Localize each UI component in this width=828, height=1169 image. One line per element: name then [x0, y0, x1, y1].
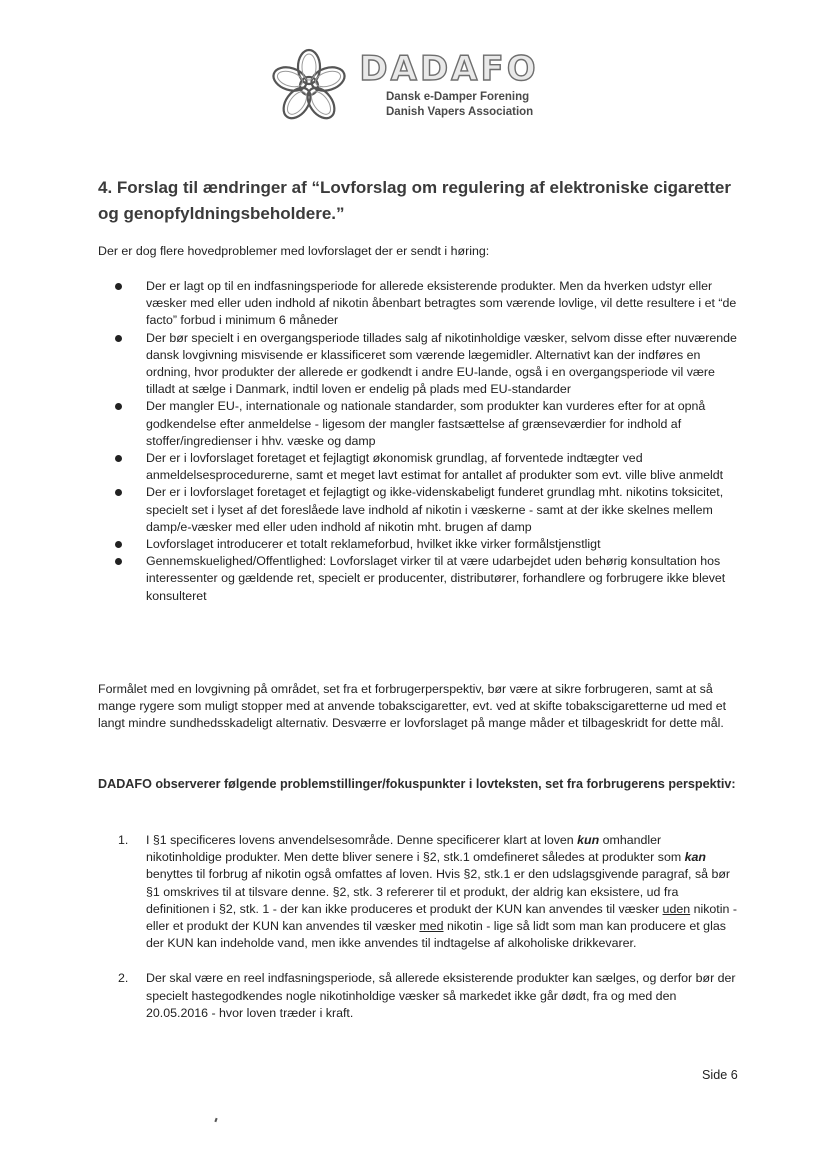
logo-subtitle-danish: Dansk e-Damper Forening	[386, 91, 530, 103]
bullet-icon	[115, 283, 122, 290]
list-number: 1.	[118, 833, 129, 847]
list-item	[98, 450, 738, 484]
list-item-text: Der er lagt op til en indfasningsperiode for allerede eksisterende produkter. Men da hverken udstyr eller væsker med eller uden indhold af nikotin åbenbart betragtes som værende lovlige, vil dette resultere i et “de facto” forbud i minimum 6 måneder	[146, 279, 737, 328]
underline-med: med	[419, 919, 444, 934]
bullet-icon	[115, 455, 122, 462]
logo-subtitle-english: Danish Vapers Association	[386, 106, 534, 118]
problem-bullet-list	[98, 278, 738, 605]
bullet-icon	[115, 558, 122, 565]
list-item-text: Der bør specielt i en overgangsperiode tillades salg af nikotinholdige væsker, selvom disse efter nuværende dansk lovgivning misvisende er klassificeret som værende lægemidler. Alternativt kan der indføres en ordning, hvor produkter der allerede er godkendt i andre EU-lande, også i en overgangsperiode vil være tilladt at sælge i Danmark, indtil loven er endelig på plads med EU-standarder	[146, 330, 737, 397]
underline-uden: uden	[662, 901, 691, 916]
observations-subheading: DADAFO observerer følgende problemstillinger/fokuspunkter i lovteksten, set fra forbrugerens perspektiv:	[98, 777, 736, 791]
emphasis-kan: kan	[684, 850, 706, 865]
list-item	[98, 970, 738, 1022]
logo-wordmark	[359, 49, 539, 89]
item-text-part: omhandler nikotinholdige produkter. Men dette bliver senere i §2, stk.1 omdefineret således at produkter som	[146, 833, 685, 865]
list-number: 2.	[118, 971, 129, 986]
scan-mark	[214, 1118, 217, 1122]
page-number: Side 6	[702, 1068, 738, 1082]
list-item	[98, 832, 738, 952]
list-item-text: Lovforslaget introducerer et totalt reklameforbud, hvilket ikke virker formålstjenstligt	[146, 537, 601, 552]
list-item	[98, 553, 738, 605]
list-item	[98, 278, 738, 330]
bullet-icon	[115, 541, 122, 548]
purpose-paragraph: Formålet med en lovgivning på området, set fra et forbrugerperspektiv, bør være at sikre forbrugeren, samt at så mange rygere som muligt stopper med at anvende tobakscigaretter, evt. ved at skifte tobakscigaretterne ud med et langt mindre sundhedsskadeligt alternativ. Desværre er lovforslaget på mange måder et tilbageskridt for dette mål.	[98, 682, 727, 731]
list-item	[98, 536, 738, 553]
observations-numbered-list	[98, 832, 738, 1040]
list-item-text: Gennemskuelighed/Offentlighed: Lovforslaget virker til at være udarbejdet uden behørig konsultation hos interessenter og gældende ret, specielt er producenter, distributører, forhandlere og forbrugere ikke blevet konsulteret	[146, 554, 726, 603]
list-item-text: Der er i lovforslaget foretaget et fejlagtigt og ikke-videnskabeligt funderet grundlag mht. nikotins toksicitet, specielt set i lyset af det foreslåede lave indhold af nikotin i væskerne - samt at der ikke skelnes mellem damp/e-væsker med eller uden indhold af nikotin mht. brugen af damp	[146, 485, 724, 534]
item-text-part: benyttes til forbrug af nikotin også omfattes af loven. Hvis §2, stk.1 er den udslagsgivende paragraf, så bør §1 omskrives til at tilsvare denne. §2, stk. 3 refererer til et produkt, der aldrig kan eksistere, ud fra definitionen i §2, stk. 1 - der kan ikke produceres et produkt der KUN kan anvendes til væsker	[146, 867, 731, 916]
dadafo-logo-icon	[268, 45, 350, 127]
list-item	[98, 484, 738, 536]
item-text-part: nikotin - lige så lidt som man kan producere et glas der KUN kan indeholde vand, men ikke anvendes til indtagelse af alkoholiske drikkevarer.	[146, 919, 726, 951]
emphasis-kun: kun	[577, 833, 600, 847]
list-item	[98, 398, 738, 450]
item-text-part: nikotin - eller et produkt der KUN kan anvendes til væsker	[146, 901, 737, 934]
list-item	[98, 330, 738, 399]
list-item-text: Der mangler EU-, internationale og nationale standarder, som produkter kan vurderes efter for at opnå godkendelse efter anmeldelse - ligesom der mangler fastsættelse af grænseværdier for indhold af stoffer/ingredienser i hhv. væske og damp	[146, 399, 706, 448]
bullet-icon	[115, 335, 122, 342]
item-text-part: I §1 specificeres lovens anvendelsesområde. Denne specificerer klart at loven	[146, 833, 578, 847]
bullet-icon	[115, 403, 122, 410]
intro-text: Der er dog flere hovedproblemer med lovforslaget der er sendt i høring:	[98, 244, 490, 258]
item-text: Der skal være en reel indfasningsperiode, så allerede eksisterende produkter kan sælges, og derfor bør der specielt hastegodkendes nogle nikotinholdige væsker så markedet ikke går dødt, fra og med den 20.05.2016 - hvor loven træder i kraft.	[146, 971, 736, 1020]
section-heading: 4. Forslag til ændringer af “Lovforslag om regulering af elektroniske cigaretter og genopfyldningsbeholdere.”	[98, 178, 731, 223]
logo-wordmark-text: DADAFO	[359, 49, 539, 89]
list-item-text: Der er i lovforslaget foretaget et fejlagtigt økonomisk grundlag, af forventede indtægter ved anmeldelsesprocedurerne, samt et meget lavt estimat for antallet af produkter som evt. ville blive anmeldt	[146, 451, 724, 483]
bullet-icon	[115, 489, 122, 496]
